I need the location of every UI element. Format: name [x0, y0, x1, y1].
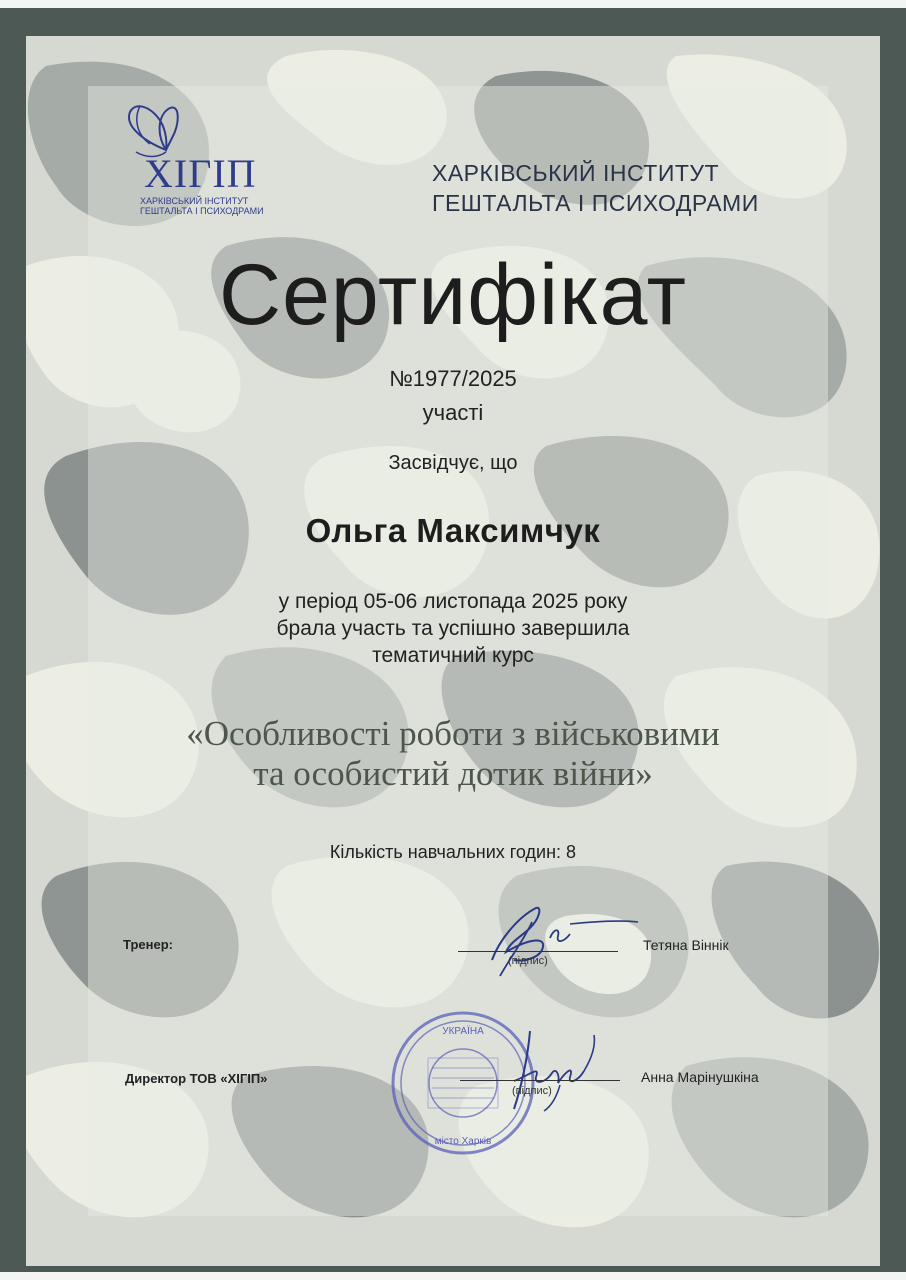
certificate-number: №1977/2025: [389, 366, 517, 391]
certifies-text: Засвідчує, що: [388, 452, 518, 474]
stamp-text-top: УКРАЇНА: [442, 1026, 484, 1037]
director-name: Анна Марінушкіна: [641, 1069, 759, 1085]
director-signature-caption: (підпис): [512, 1085, 552, 1097]
training-hours: Кількість навчальних годин: 8: [329, 842, 577, 862]
director-signature: [500, 1025, 610, 1115]
institute-name-line1: ХАРКІВСЬКИЙ ІНСТИТУТ: [432, 160, 720, 186]
director-signature-line: [460, 1080, 620, 1081]
trainer-signature-line: [458, 951, 618, 952]
course-title-line-2: та особистий дотик війни»: [253, 754, 653, 793]
trainer-signature: [470, 898, 650, 978]
recipient-name: Ольга Максимчук: [305, 512, 601, 549]
institute-name: [432, 158, 832, 218]
butterfly-icon: [96, 72, 296, 162]
period-line-3: тематичний курс: [372, 644, 534, 667]
trainer-signature-caption: (підпис): [508, 955, 548, 967]
trainer-label: Тренер:: [123, 937, 173, 952]
director-label: Директор ТОВ «ХІГІП»: [125, 1071, 268, 1086]
institute-name-line2: ГЕШТАЛЬТА І ПСИХОДРАМИ: [432, 190, 759, 216]
period-line-2: брала участь та успішно завершила: [276, 617, 630, 640]
logo-subtitle: ХАРКІВСЬКИЙ ІНСТИТУТ ГЕШТАЛЬТА І ПСИХОДРАМИ: [140, 196, 264, 216]
course-title: [0, 714, 906, 794]
certificate-title: Сертифікат: [218, 247, 687, 343]
participation-text: [0, 588, 906, 669]
stamp-text-bottom: місто Харків: [434, 1136, 492, 1147]
course-title-line-1: «Особливості роботи з військовими: [186, 714, 720, 753]
certificate-kind: участі: [422, 400, 484, 425]
period-line-1: у період 05-06 листопада 2025 року: [278, 590, 628, 613]
logo-wordmark: ХІГІП: [144, 151, 257, 196]
institute-logo: [96, 72, 296, 222]
trainer-name: Тетяна Віннік: [643, 937, 729, 953]
